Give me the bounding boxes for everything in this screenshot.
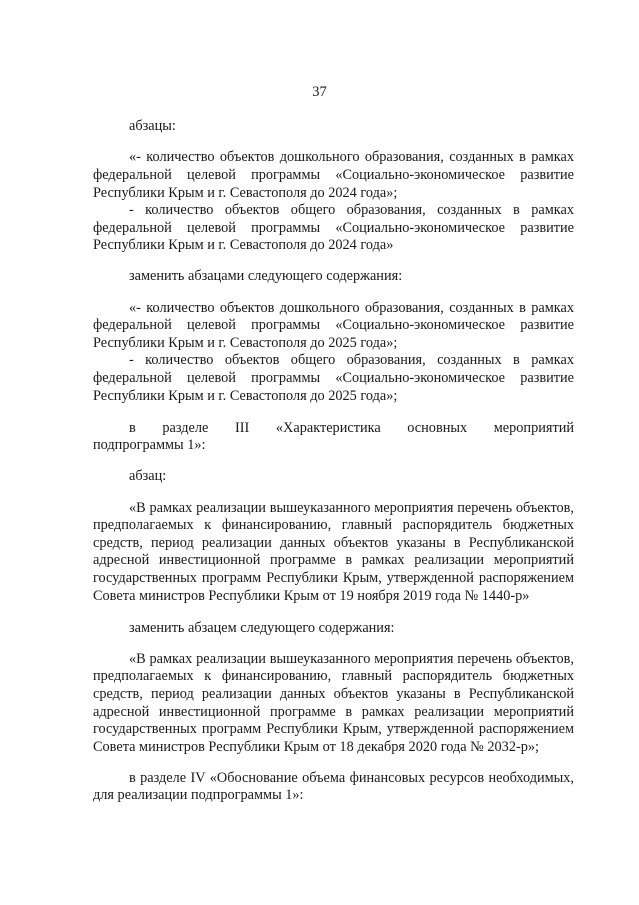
text-line: «В рамках реализации вышеуказанного мероприятия перечень объектов, xyxy=(129,500,574,516)
text-line: абзац: xyxy=(129,468,167,484)
text-line: Совета министров Республики Крым от 19 ноября 2019 года № 1440-р» xyxy=(93,588,530,604)
text-line: государственных программ Республики Крым, утвержденной распоряжением xyxy=(93,570,574,586)
text-line: Республики Крым и г. Севастополя до 2024 года» xyxy=(93,237,394,253)
text-line: средств, период реализации данных объектов указаны в Республиканской xyxy=(93,535,574,551)
text-line: для реализации подпрограммы 1»: xyxy=(93,787,304,803)
text-line: заменить абзацами следующего содержания: xyxy=(129,268,403,284)
text-line: государственных программ Республики Крым, утвержденной распоряжением xyxy=(93,721,574,737)
text-line: Республики Крым и г. Севастополя до 2025 года»; xyxy=(93,335,398,351)
text-line: «В рамках реализации вышеуказанного мероприятия перечень объектов, xyxy=(129,651,574,667)
text-line: Республики Крым и г. Севастополя до 2025 года»; xyxy=(93,388,398,404)
text-line: федеральной целевой программы «Социально-экономическое развитие xyxy=(93,370,574,386)
text-line: подпрограммы 1»: xyxy=(93,437,206,453)
text-line: средств, период реализации данных объектов указаны в Республиканской xyxy=(93,686,574,702)
text-line: адресной инвестиционной программе в рамках реализации мероприятий xyxy=(93,704,574,720)
text-line: заменить абзацем следующего содержания: xyxy=(129,620,395,636)
text-line: абзацы: xyxy=(129,118,176,134)
text-line: - количество объектов общего образования, созданных в рамках xyxy=(129,352,574,368)
text-line: Республики Крым и г. Севастополя до 2024 года»; xyxy=(93,185,398,201)
text-line: - количество объектов общего образования, созданных в рамках xyxy=(129,202,574,218)
text-line: «- количество объектов дошкольного образования, созданных в рамках xyxy=(129,300,574,316)
text-line: Совета министров Республики Крым от 18 декабря 2020 года № 2032-р»; xyxy=(93,739,540,755)
text-line: федеральной целевой программы «Социально-экономическое развитие xyxy=(93,317,574,333)
text-line: адресной инвестиционной программе в рамках реализации мероприятий xyxy=(93,552,574,568)
page-number: 37 xyxy=(312,84,327,100)
text-line: предполагаемых к финансированию, главный распорядитель бюджетных xyxy=(93,668,574,684)
text-line: федеральной целевой программы «Социально-экономическое развитие xyxy=(93,220,574,236)
text-line: «- количество объектов дошкольного образования, созданных в рамках xyxy=(129,149,574,165)
text-line: в разделе IV «Обоснование объема финансовых ресурсов необходимых, xyxy=(129,770,574,786)
text-line: федеральной целевой программы «Социально-экономическое развитие xyxy=(93,167,574,183)
text-line: в разделе III «Характеристика основных мероприятий xyxy=(129,420,574,436)
text-line: предполагаемых к финансированию, главный распорядитель бюджетных xyxy=(93,517,574,533)
